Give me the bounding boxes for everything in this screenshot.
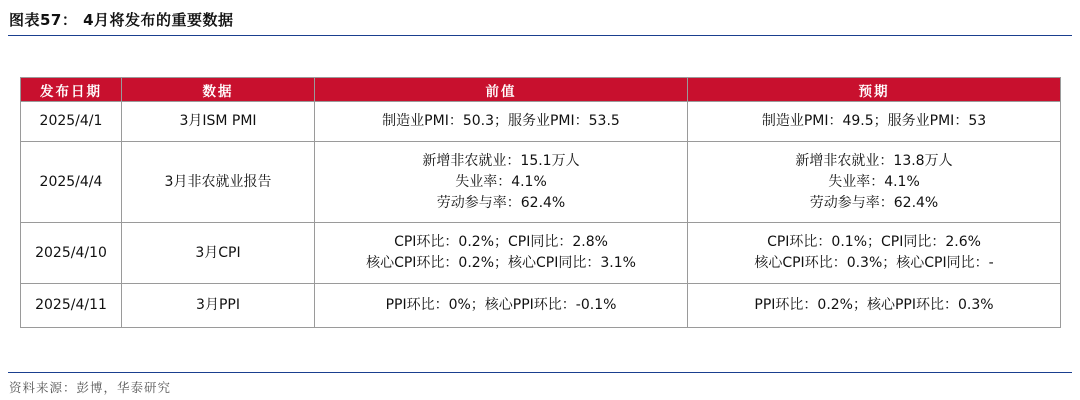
previous-line: CPI环比：0.2%；CPI同比：2.8%	[394, 234, 608, 250]
header-expected: 预期	[688, 78, 1061, 102]
header-previous: 前值	[315, 78, 688, 102]
table-row	[21, 102, 1061, 142]
cell-data: 3月CPI	[122, 223, 315, 284]
previous-line: PPI环比：0%；核心PPI环比：-0.1%	[385, 297, 617, 313]
cell-expected	[688, 102, 1061, 142]
cell-expected	[688, 223, 1061, 284]
figure-title: 图表57： 4月将发布的重要数据	[9, 11, 234, 29]
table-header-row	[21, 78, 1061, 102]
cell-expected	[688, 284, 1061, 328]
expected-line: CPI环比：0.1%；CPI同比：2.6%	[767, 234, 981, 250]
cell-previous	[315, 223, 688, 284]
bottom-divider	[8, 372, 1072, 373]
previous-line: 失业率：4.1%	[455, 173, 547, 190]
expected-line: 劳动参与率：62.4%	[809, 194, 939, 211]
cell-date: 2025/4/4	[21, 142, 122, 223]
cell-data: 3月非农就业报告	[122, 142, 315, 223]
cell-date: 2025/4/1	[21, 102, 122, 142]
table-row	[21, 284, 1061, 328]
cell-date: 2025/4/10	[21, 223, 122, 284]
expected-line: 制造业PMI：49.5；服务业PMI：53	[761, 113, 987, 129]
cell-data: 3月ISM PMI	[122, 102, 315, 142]
cell-date: 2025/4/11	[21, 284, 122, 328]
cell-previous	[315, 142, 688, 223]
table-row	[21, 223, 1061, 284]
top-divider	[8, 35, 1072, 36]
release-schedule-table-container	[20, 77, 1060, 328]
expected-line: 新增非农就业：13.8万人	[795, 152, 953, 169]
previous-line: 制造业PMI：50.3；服务业PMI：53.5	[382, 113, 620, 129]
previous-line: 核心CPI环比：0.2%；核心CPI同比：3.1%	[366, 255, 636, 271]
header-data: 数据	[122, 78, 315, 102]
expected-line: 核心CPI环比：0.3%；核心CPI同比：-	[754, 255, 994, 271]
expected-line: PPI环比：0.2%；核心PPI环比：0.3%	[754, 297, 994, 313]
release-schedule-table	[20, 77, 1061, 328]
header-release-date: 发布日期	[21, 78, 122, 102]
source-note: 资料来源：彭博，华泰研究	[9, 380, 172, 395]
cell-data: 3月PPI	[122, 284, 315, 328]
table-row	[21, 142, 1061, 223]
cell-previous	[315, 284, 688, 328]
cell-previous	[315, 102, 688, 142]
cell-expected	[688, 142, 1061, 223]
expected-line: 失业率：4.1%	[828, 173, 920, 190]
previous-line: 劳动参与率：62.4%	[436, 194, 566, 211]
previous-line: 新增非农就业：15.1万人	[422, 152, 580, 169]
